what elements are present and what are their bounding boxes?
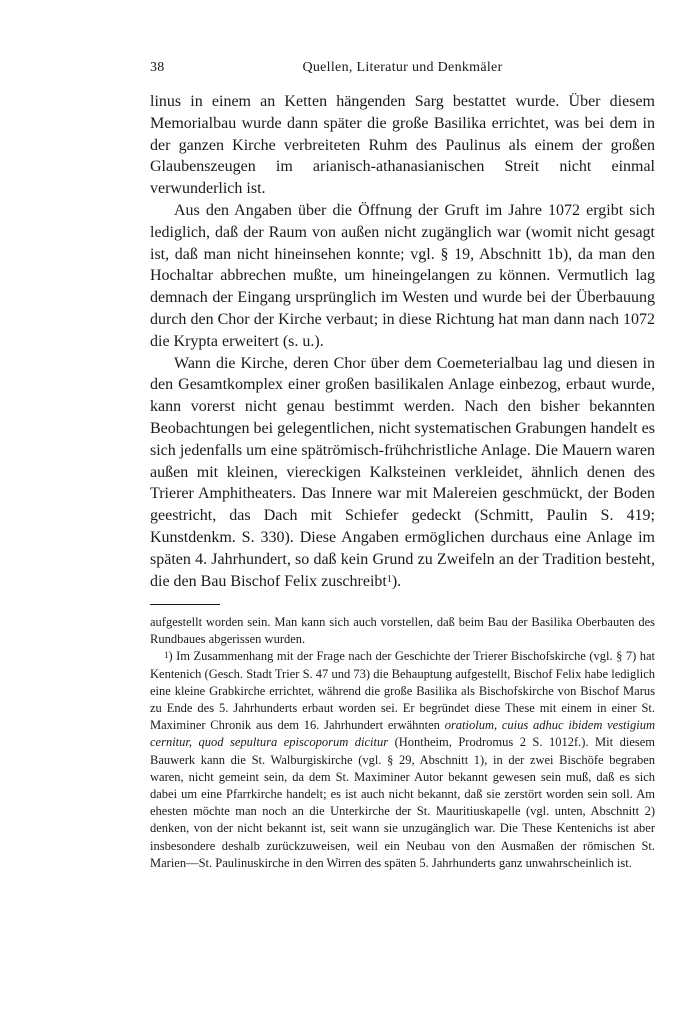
footnote-1-text-a: ) Im Zusammenhang mit der Frage nach der Geschichte der Trierer Bischofskirche (vgl. § 7) hat Kentenich (Gesch. Stadt Trier S. 47 und 73) die Behauptung aufgestellt, Bischof Felix habe lediglich eine kleine Grabkirche errichtet, während die große Basilika als Bischofskirche von Bischof Marus zu Ende des 5. Jahrhunderts erbaut worden sei. Er begründet diese These mit einem in einer St. Maximiner Chronik aus dem 16. Jahrhundert erwähnten — [150, 649, 655, 733]
paragraph-1: linus in einem an Ketten hängenden Sarg bestattet wurde. Über diesem Memorialbau wurde dann später die große Basilika errichtet, was bei dem in der ganzen Kirche verbreiteten Ruhm des Paulinus als einem der großen Glaubenszeugen im arianisch-athanasianischen Streit nicht einmal verwunderlich ist. — [150, 93, 655, 198]
main-text — [150, 91, 655, 592]
paragraph-3-text: Wann die Kirche, deren Chor über dem Coemeterialbau lag und diesen in den Gesamtkomplex einer großen basilikalen Anlage einbezog, erbaut wurde, kann vorerst nicht genau bestimmt werden. Nach den bisher bekannten Beobachtungen bei gelegentlichen, nicht systematischen Grabungen handelt es sich jedenfalls um eine spätrömisch-frühchristliche Anlage. Die Mauern waren außen mit kleinen, viereckigen Kalksteinen verkleidet, ähnlich denen des Trierer Amphitheaters. Das Innere war mit Malereien geschmückt, der Boden geestricht, das Dach mit Schiefer gedeckt (Schmitt, Paulin S. 419; Kunstdenkm. S. 330). Diese Angaben ermöglichen durchaus eine Anlage im späten 4. Jahrhundert, so daß kein Grund zu Zweifeln an der Tradition besteht, die den Bau Bischof Felix zuschreibt — [150, 354, 655, 590]
paragraph-3-end: ). — [391, 572, 402, 590]
footnote-separator — [150, 604, 220, 605]
footnote-1-mark: 1 — [164, 650, 169, 661]
footnote-1-text-b: (Hontheim, Prodromus 2 S. 1012f.). Mit diesem Bauwerk kann die St. Walburgiskirche (vgl. § 29, Abschnitt 1), in der zwei Bischöfe begraben waren, nicht gemeint sein, da dem St. Maximiner Autor bekannt gewesen sein muß, daß es sich dabei um eine Pfarrkirche handelt; es ist auch nicht bekannt, daß sie zerstört worden sein soll. Am ehesten möchte man noch an die Unterkirche der St. Mauritiuskapelle (vgl. unten, Abschnitt 2) denken, von der nicht bekannt ist, seit wann sie unzugänglich war. Die These Kentenichs ist aber insbesondere deshalb zurückzuweisen, weil ein Neubau von den Ausmaßen der römischen St. Marien—St. Paulinuskirche in den Wirren des späten 5. Jahrhunderts ganz unwahrscheinlich ist. — [150, 735, 656, 870]
page-header — [150, 60, 655, 80]
paragraph-3 — [150, 353, 655, 593]
page-number: 38 — [150, 60, 165, 75]
paragraph-2: Aus den Angaben über die Öffnung der Gruft im Jahre 1072 ergibt sich lediglich, daß der Raum von außen nicht zugänglich war (womit nicht gesagt ist, daß man nicht hineinsehen konnte; vgl. § 19, Abschnitt 1b), da man den Hochaltar abbrechen mußte, um hineingelangen zu können. Vermutlich lag demnach der Eingang ursprünglich im Westen und wurde bei der Überbauung durch den Chor der Kirche verbaut; in diese Richtung hat man dann nach 1072 die Krypta erweitert (s. u.). — [150, 201, 655, 350]
footnote-1 — [150, 648, 655, 872]
footnote-carryover: aufgestellt worden sein. Man kann sich auch vorstellen, daß beim Bau der Basilika Oberbauten des Rundbaues abgerissen wurden. — [150, 615, 655, 647]
footnote-reference-1[interactable]: 1 — [386, 573, 392, 585]
running-title: Quellen, Literatur und Denkmäler — [302, 60, 503, 75]
footnotes — [150, 614, 655, 872]
footnote-1-latin-quote: oratiolum, cuius adhuc ibidem vestigium cernitur, quod sepultura episcoporum dicitur — [150, 718, 656, 750]
